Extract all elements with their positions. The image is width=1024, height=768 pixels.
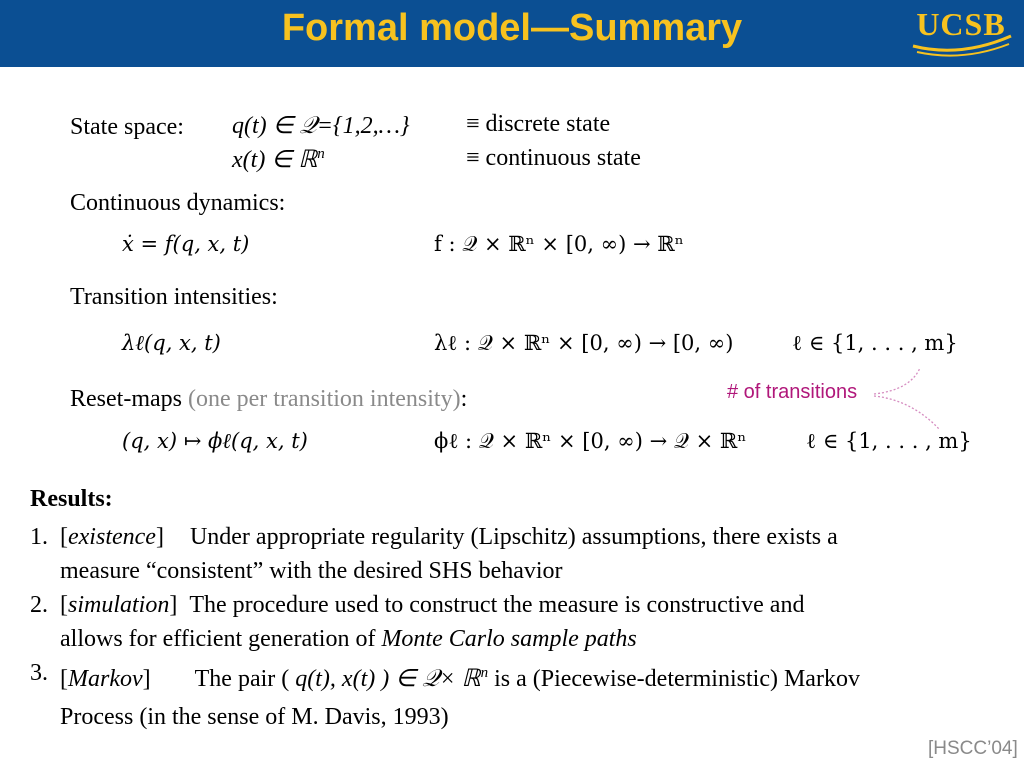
reset-index-set: ℓ ∈ {1, . . . , m}	[806, 429, 972, 453]
continuous-dynamics-equation: ẋ = f(q, x, t)	[122, 232, 250, 256]
x-expression-sup: n	[317, 146, 325, 162]
x-expression-base: x(t) ∈ ℝ	[232, 147, 318, 173]
result-line1: The procedure used to construct the measure is constructive and	[189, 592, 805, 618]
result-line1-b: is a (Piecewise-deterministic) Markov	[488, 666, 860, 692]
result-body: [Markov] The pair ( q(t), x(t) ) ∈ 𝒬× ℝ$^n$ is a (Piecewise-deterministic) Markov Process (in the sense of M. Davis, 1993)	[60, 665, 860, 730]
reset-maps-colon: :	[460, 386, 468, 412]
result-item-simulation	[30, 588, 1000, 656]
results-heading: Results:	[30, 486, 113, 512]
result-line1-sup: n	[480, 665, 489, 681]
result-number: 3.	[30, 660, 48, 686]
result-line2: allows for efficient generation of	[60, 626, 382, 652]
q-expression: q(t) ∈ 𝒬={1,2,…}	[232, 113, 410, 139]
result-item-markov	[30, 654, 1000, 736]
result-body: [simulation] The procedure used to construct the measure is constructive and allows for efficient generation of Monte Carlo sample paths	[60, 592, 805, 652]
logo-text: UCSB	[916, 6, 1006, 42]
x-description: ≡ continuous state	[466, 145, 641, 171]
result-tag: existence	[68, 524, 156, 550]
reset-map-signature: ϕℓ : 𝒬 × ℝⁿ × [0, ∞) → 𝒬 × ℝⁿ	[434, 429, 747, 453]
result-number: 2.	[30, 592, 48, 618]
result-line2: measure “consistent” with the desired SHS behavior	[60, 558, 563, 584]
result-body: [existence] Under appropriate regularity (Lipschitz) assumptions, there exists a measure “consistent” with the desired SHS behavior	[60, 524, 838, 584]
q-description: ≡ discrete state	[466, 111, 611, 137]
result-line1-a: The pair (	[194, 666, 296, 692]
reset-maps-label	[70, 386, 467, 413]
citation-footer: [HSCC’04]	[928, 738, 1018, 759]
reset-map-equation: (q, x) ↦ ϕℓ(q, x, t)	[122, 429, 308, 453]
transition-intensity-map: λℓ : 𝒬 × ℝⁿ × [0, ∞) → [0, ∞)	[434, 331, 734, 355]
result-line1-math: q(t), x(t) ) ∈ 𝒬× ℝ	[295, 666, 481, 692]
logo-swoosh-icon	[907, 6, 1015, 58]
reset-maps-note: (one per transition intensity)	[187, 386, 461, 412]
result-number: 1.	[30, 524, 48, 550]
result-line2: Process (in the sense of M. Davis, 1993)	[60, 704, 449, 730]
continuous-dynamics-map: f : 𝒬 × ℝⁿ × [0, ∞) → ℝⁿ	[434, 232, 684, 256]
result-line2-emphasis: Monte Carlo sample paths	[381, 626, 637, 652]
transition-intensity-equation: λℓ(q, x, t)	[122, 331, 221, 355]
result-tag: simulation	[68, 592, 170, 618]
transitions-annotation: # of transitions	[727, 381, 858, 403]
transition-index-set: ℓ ∈ {1, . . . , m}	[792, 331, 958, 355]
result-item-existence	[30, 520, 1000, 588]
x-expression	[232, 145, 325, 174]
slide-title: Formal model—Summary	[281, 7, 743, 49]
result-line1: Under appropriate regularity (Lipschitz) assumptions, there exists a	[189, 524, 838, 550]
continuous-dynamics-label: Continuous dynamics:	[70, 190, 286, 216]
reset-maps-title: Reset-maps	[70, 386, 182, 412]
result-tag: Markov	[68, 666, 143, 692]
ucsb-logo	[907, 6, 1015, 58]
transition-intensities-label: Transition intensities:	[70, 284, 278, 310]
state-space-label: State space:	[70, 114, 184, 140]
header-bar	[0, 0, 1024, 67]
annotation-arrows	[860, 360, 960, 440]
